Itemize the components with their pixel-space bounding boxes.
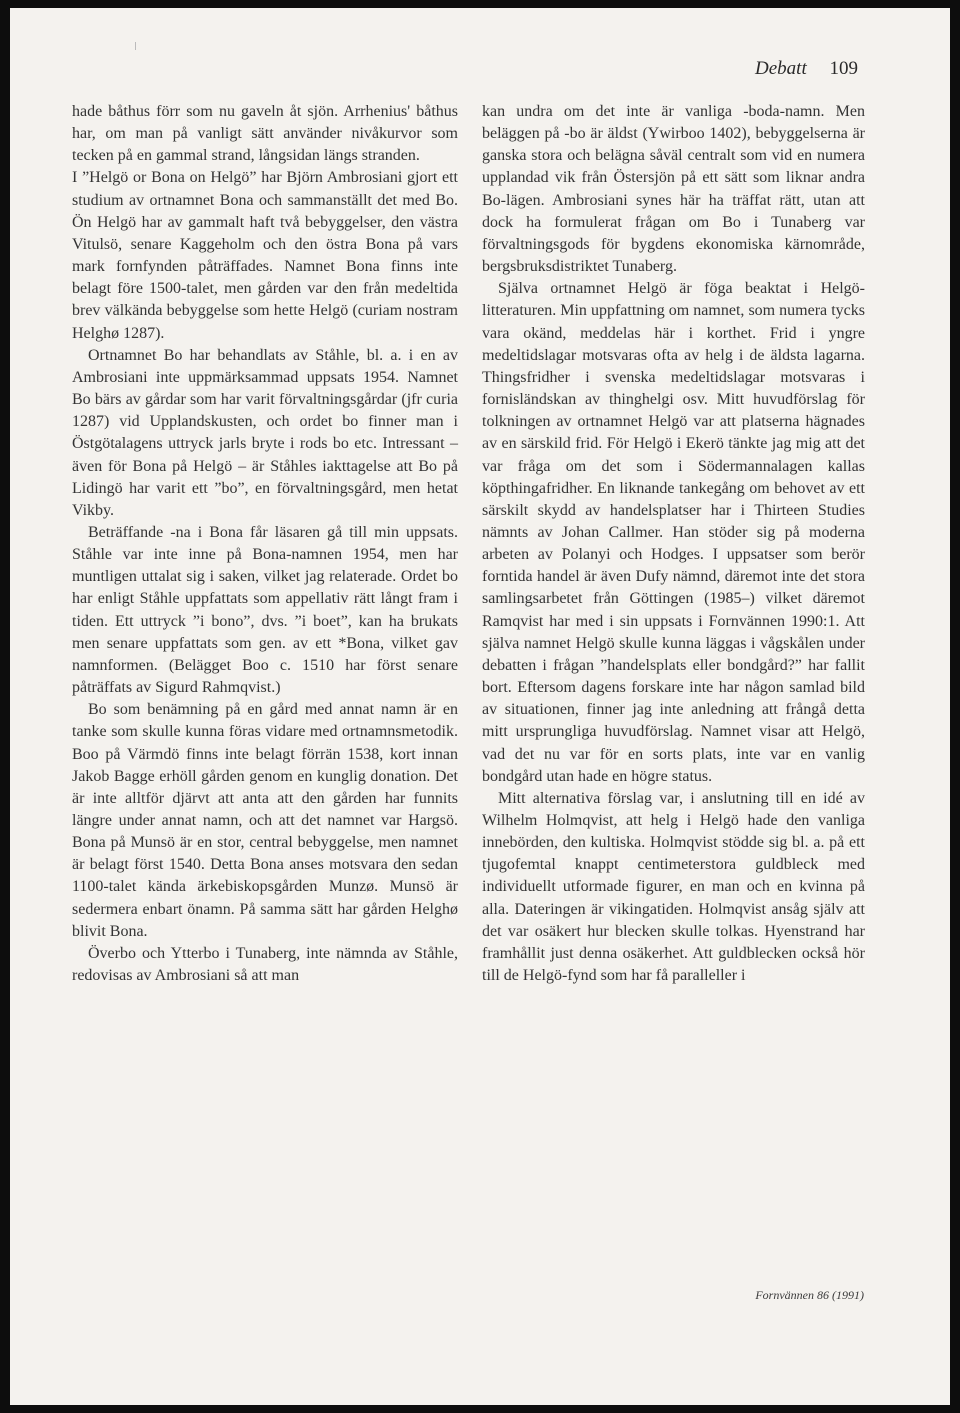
- left-column: [72, 101, 458, 987]
- running-header: [755, 58, 858, 80]
- paragraph: Ortnamnet Bo har behandlats av Ståhle, bl. a. i en av Ambrosiani inte uppmärksammad uppsats 1954. Namnet Bo bärs av gårdar som har varit förvaltningsgårdar (jfr curia 1287) vid Upplandskusten, och ordet bo finner man i Östgötalagens uttryck jarls bryte i rods bo etc. Intressant – även för Bona på Helgö – är Ståhles iakttagelse att Bo på Lidingö har varit ett ”bo”, en förvaltningsgård, men hetat Vikby.: [72, 346, 458, 519]
- page: [10, 8, 950, 1405]
- paragraph: Överbo och Ytterbo i Tunaberg, inte nämnda av Ståhle, redovisas av Ambrosiani så att man: [72, 944, 458, 985]
- paragraph: Bo som benämning på en gård med annat namn är en tanke som skulle kunna föras vidare med ortnamnsmetodik. Boo på Värmdö finns inte belagt förrän 1538, kort innan Jakob Bagge erhöll gården genom en kunglig donation. Det är inte alltför djärvt att anta att den gården har funnits längre under annat namn, och att det namnet var Hargsö. Bona på Munsö är en stor, central bebyggelse, men namnet är belagt först 1540. Detta Bona anses motsvara den sedan 1100-talet kända ärkebiskopsgården Munzø. Munsö är sedermera enbart önamn. På samma sätt har gården Helghø blivit Bona.: [72, 701, 458, 940]
- section-title: Debatt: [755, 58, 807, 79]
- paragraph: Mitt alternativa förslag var, i anslutning till en idé av Wilhelm Holmqvist, att helg i Helgö hade den vanliga innebörden, den kultiska. Holmqvist stödde sig bl. a. på ett tjugofemtal knappt centimeterstora guldbleck med individuellt utformade figurer, en man och en kvinna på alla. Dateringen är vikingatiden. Holmqvist ansåg själv att det var osäkert hur blecken skulle tolkas. Hyenstrand har framhållit just denna osäkerhet. Att guldblecken också hör till de Helgö-fynd som har få paralleller i: [482, 789, 865, 985]
- paragraph: hade båthus förr som nu gaveln åt sjön. Arrhenius' båthus har, om man på vanligt sätt använder nivåkurvor som tecken på en gammal strand, långsidan längs stranden.: [72, 103, 458, 165]
- paragraph: Själva ortnamnet Helgö är föga beaktat i Helgö-litteraturen. Min uppfattning om namnet, som numera tycks vara okänd, meddelas här i korthet. Frid i yngre medeltidslagar motsvaras ofta av helg i de äldsta lagarna. Thingsfridher i svenska medeltidslagar motsvaras i fornisländskan av thinghelgi osv. Mitt huvudförslag för tolkningen av ortnamnet Helgö var att platserna hägnades av en särskild frid. För Helgö i Ekerö tänkte jag mig att det var fråga om det som i Södermannalagen kallas köpthingafridher. En liknande tankegång om behovet av ett särskilt skydd av handelsplatser har i Thirteen Studies nämnts av Johan Callmer. Han stöder sig på moderna arbeten av Polanyi och Hodges. I uppsatser som berör forntida handel är även Dufy nämnd, däremot inte det stora samlingsarbetet från Göttingen (1985–) vilket däremot Ramqvist har med i sin uppsats i Fornvännen 1990:1. Att själva namnet Helgö skulle kunna läggas i vågskålen under debatten i frågan ”handelsplats eller bondgård?” har fallit bort. Eftersom dagens forskare inte har någon samlad bild av situationen, finner jag inte anledning att frångå detta mitt ursprungliga huvudförslag. Namnet visar att Helgö, vad det nu var för en sorts plats, inte var en vanlig bondgård utan hade en högre status.: [482, 280, 865, 785]
- paragraph: Beträffande -na i Bona får läsaren gå till min uppsats. Ståhle var inte inne på Bona-namnen 1954, men har muntligen uttalat sig i saken, vilket jag relaterade. Ordet bo har enligt Ståhle uppfattats som appellativ rätt långt fram i tiden. Ett uttryck ”i bono”, dvs. ”i boet”, kan ha brukats men senare uppfattats som gen. av ett *Bona, vilket gav namnformen. (Belägget Boo c. 1510 har först senare påträffats av Sigurd Rahmqvist.): [72, 523, 458, 697]
- journal-footer: Fornvännen 86 (1991): [755, 1288, 864, 1302]
- paragraph: kan undra om det inte är vanliga -boda-namn. Men beläggen på -bo är äldst (Ywirboo 1402), bebyggelserna är ganska stora och belägna såväl centralt som vid en numera upplandad vik från Östersjön på ett sätt som liknar andra Bo-lägen. Ambrosiani synes här ha träffat rätt, utan att dock ha formulerat frågan om Bo i Tunaberg var förvaltningsgods för bygdens ekonomiska kärnområde, bergsbruksdistriktet Tunaberg.: [482, 103, 865, 276]
- scan-mark: [135, 42, 136, 50]
- right-column: [482, 101, 865, 987]
- paragraph: I ”Helgö or Bona on Helgö” har Björn Ambrosiani gjort ett studium av ortnamnet Bona och sammanställt det med Bo. Ön Helgö har av gammalt haft två bebyggelser, den västra Vitulsö, senare Kaggeholm och den östra Bona på vars mark fornfynden påträffades. Namnet Bona finns inte belagt före 1500-talet, men gården var den från medeltida brev välkända bebyggelse som hette Helgö (curiam nostram Helghø 1287).: [72, 169, 458, 342]
- page-number: 109: [829, 58, 858, 79]
